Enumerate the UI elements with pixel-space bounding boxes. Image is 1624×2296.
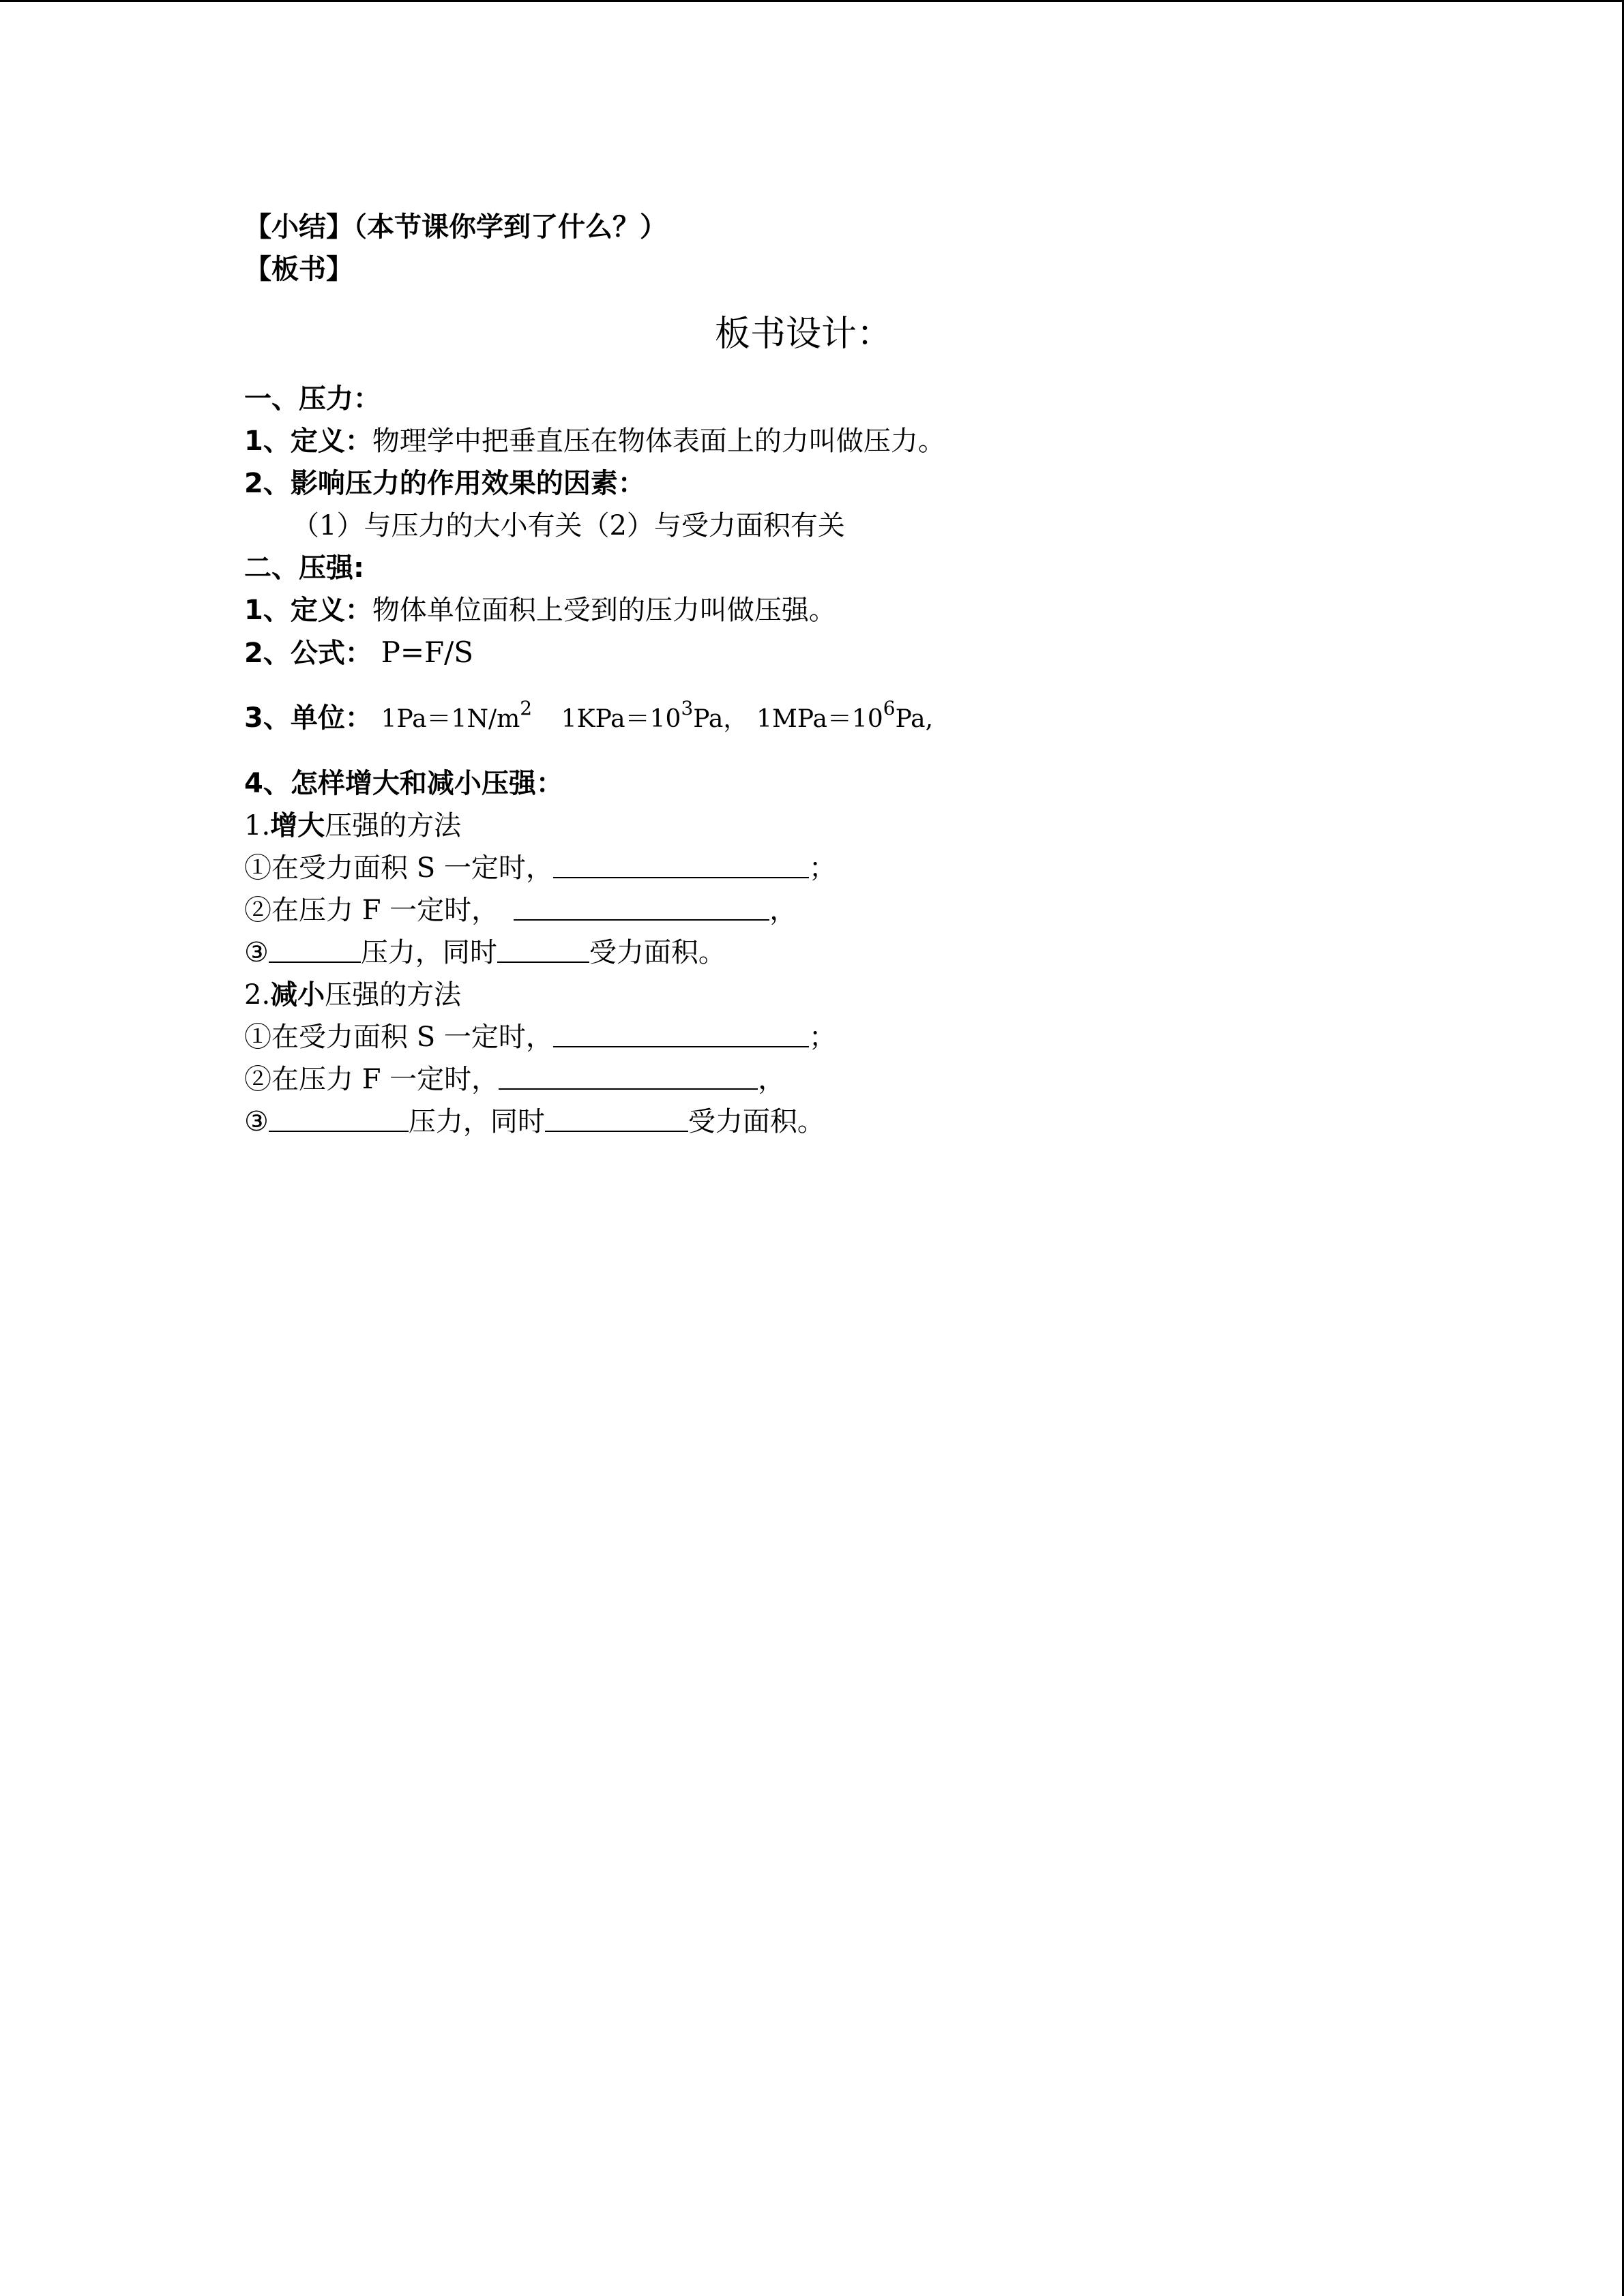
pressure-definition-text: 物理学中把垂直压在物体表面上的力叫做压力。 bbox=[372, 426, 945, 457]
decrease-item-2: ②在压力 F 一定时， ， bbox=[244, 1064, 786, 1095]
decrease-bold: 减小 bbox=[270, 979, 325, 1011]
units-line bbox=[244, 699, 933, 739]
unit-mpa: $1MPa=10^6Pa$, bbox=[756, 697, 934, 733]
fill-blank[interactable] bbox=[553, 1022, 809, 1047]
fill-blank[interactable] bbox=[545, 1106, 688, 1132]
section-pressure-title: 一、压力： bbox=[244, 383, 381, 415]
board-design-title: 板书设计： bbox=[714, 314, 892, 355]
formula-line bbox=[244, 633, 473, 672]
section-pressure-intensity-title: 二、压强: bbox=[244, 552, 364, 584]
decrease-item-3: ③ 压力，同时 受力面积。 bbox=[244, 1106, 825, 1137]
increase-heading: 1.增大压强的方法 bbox=[244, 810, 462, 841]
increase-item-3: ③ 压力，同时 受力面积。 bbox=[244, 937, 726, 968]
fill-blank[interactable] bbox=[553, 852, 809, 878]
unit-pa: $1Pa=1N/m^2$ bbox=[381, 697, 533, 733]
units-label: 3、单位： bbox=[244, 702, 372, 734]
fill-blank[interactable] bbox=[514, 895, 769, 921]
pressure-definition-label: 1、定义： bbox=[244, 426, 372, 457]
increase-item-1: ①在受力面积 S 一定时， ； bbox=[244, 852, 836, 884]
pressure-factors-text: （1）与压力的大小有关（2）与受力面积有关 bbox=[292, 510, 845, 541]
pressure-definition bbox=[244, 422, 945, 460]
fill-blank[interactable] bbox=[497, 937, 589, 963]
pressure-intensity-definition bbox=[244, 591, 836, 629]
fill-blank[interactable] bbox=[499, 1064, 758, 1090]
decrease-item-1: ①在受力面积 S 一定时， ； bbox=[244, 1022, 836, 1053]
formula-text: P=F/S bbox=[381, 636, 474, 669]
formula-label: 2、公式： bbox=[244, 638, 372, 669]
unit-kpa: $1KPa=10^3Pa$， bbox=[561, 697, 748, 733]
summary-label: 【小结】（本节课你学到了什么？） bbox=[244, 211, 667, 243]
intensity-definition-text: 物体单位面积上受到的压力叫做压强。 bbox=[372, 595, 836, 626]
increase-bold: 增大 bbox=[270, 810, 325, 841]
decrease-heading: 2.减小压强的方法 bbox=[244, 979, 462, 1011]
increase-item-2: ②在压力 F 一定时， ， bbox=[244, 895, 797, 926]
pressure-factors-label: 2、影响压力的作用效果的因素： bbox=[244, 468, 645, 499]
page-top-border bbox=[0, 0, 1624, 2]
change-pressure-label: 4、怎样增大和减小压强： bbox=[244, 768, 563, 799]
board-label: 【板书】 bbox=[244, 254, 353, 285]
intensity-definition-label: 1、定义： bbox=[244, 595, 372, 626]
fill-blank[interactable] bbox=[269, 937, 361, 963]
fill-blank[interactable] bbox=[269, 1106, 409, 1132]
